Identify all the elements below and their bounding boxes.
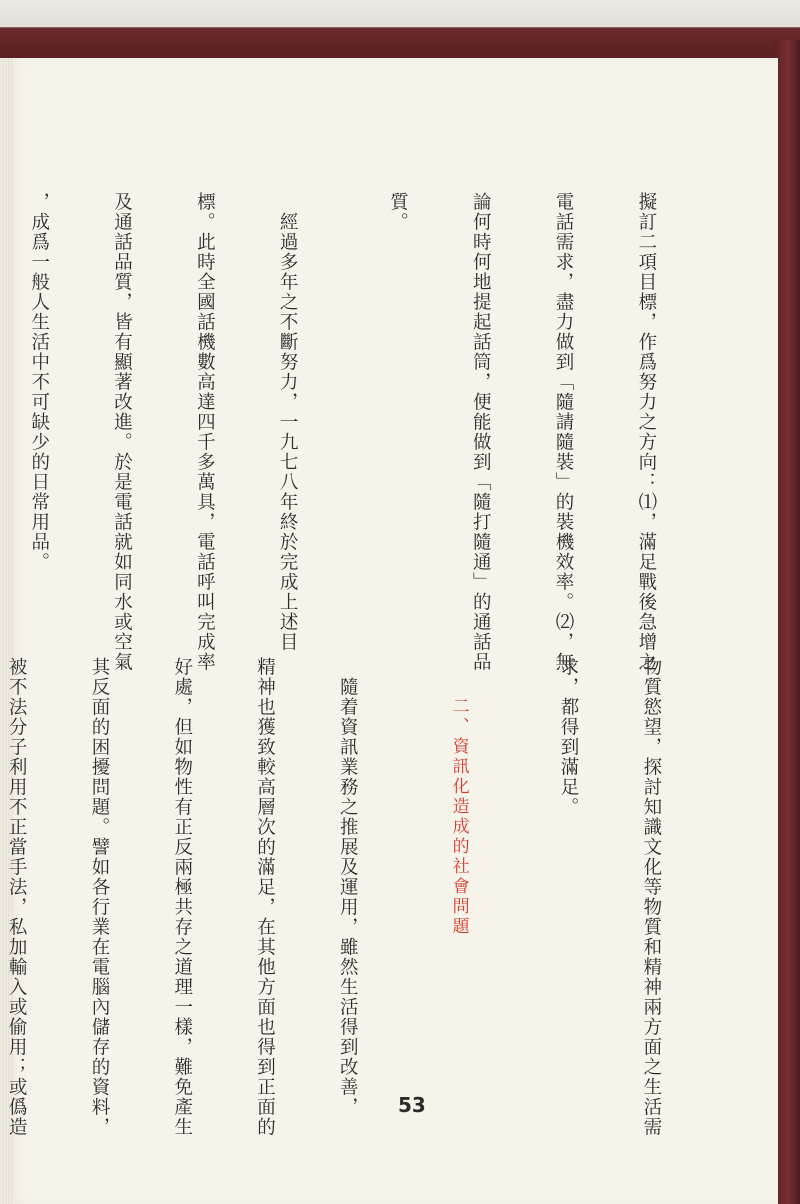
subsection-heading-text: 二、資訊化造成的社會問題 <box>448 697 469 937</box>
paragraph-line: ，成爲一般人生活中不可缺少的日常用品。 <box>28 192 50 572</box>
page-number: 53 <box>398 1093 426 1117</box>
intro-line: 論何時何地提起話筒，便能做到「隨打隨通」的通話品 <box>470 192 492 672</box>
paragraph-line: 及通話品質，皆有顯著改進。於是電話就如同水或空氣 <box>111 192 133 672</box>
upper-text-block <box>28 192 715 672</box>
intro-line: 擬訂二項目標，作爲努力之方向：⑴，滿足戰後急增之 <box>635 192 657 672</box>
paragraph-line: 精神也獲致較高層次的滿足，在其他方面也得到正面的 <box>254 657 276 1137</box>
paragraph-line: 經過多年之不斷努力，一九七八年終於完成上述目 <box>277 192 299 652</box>
paragraph-line: 標。此時全國話機數高達四千多萬具，電話呼叫完成率 <box>194 192 216 672</box>
subsection-heading <box>444 657 472 1097</box>
paragraph-line: 被不法分子利用不正當手法，私加輸入或偷用；或僞造 <box>6 657 28 1137</box>
book-cover-top <box>0 0 800 60</box>
intro-line: 質。 <box>387 192 409 232</box>
intro-line: 電話需求，盡力做到「隨請隨裝」的裝機效率。⑵，無 <box>553 192 575 672</box>
paragraph-line: 好處，但如物性有正反兩極共存之道理一樣，難免產生 <box>171 657 193 1137</box>
paragraph-line: 隨着資訊業務之推展及運用，雖然生活得到改善， <box>337 657 359 1117</box>
continuation-line: 求，都得到滿足。 <box>558 657 580 817</box>
continuation-line: 物質慾望，探討知識文化等物質和精神兩方面之生活需 <box>640 657 662 1137</box>
paragraph-line: 其反面的困擾問題。譬如各行業在電腦內儲存的資料， <box>88 657 110 1137</box>
